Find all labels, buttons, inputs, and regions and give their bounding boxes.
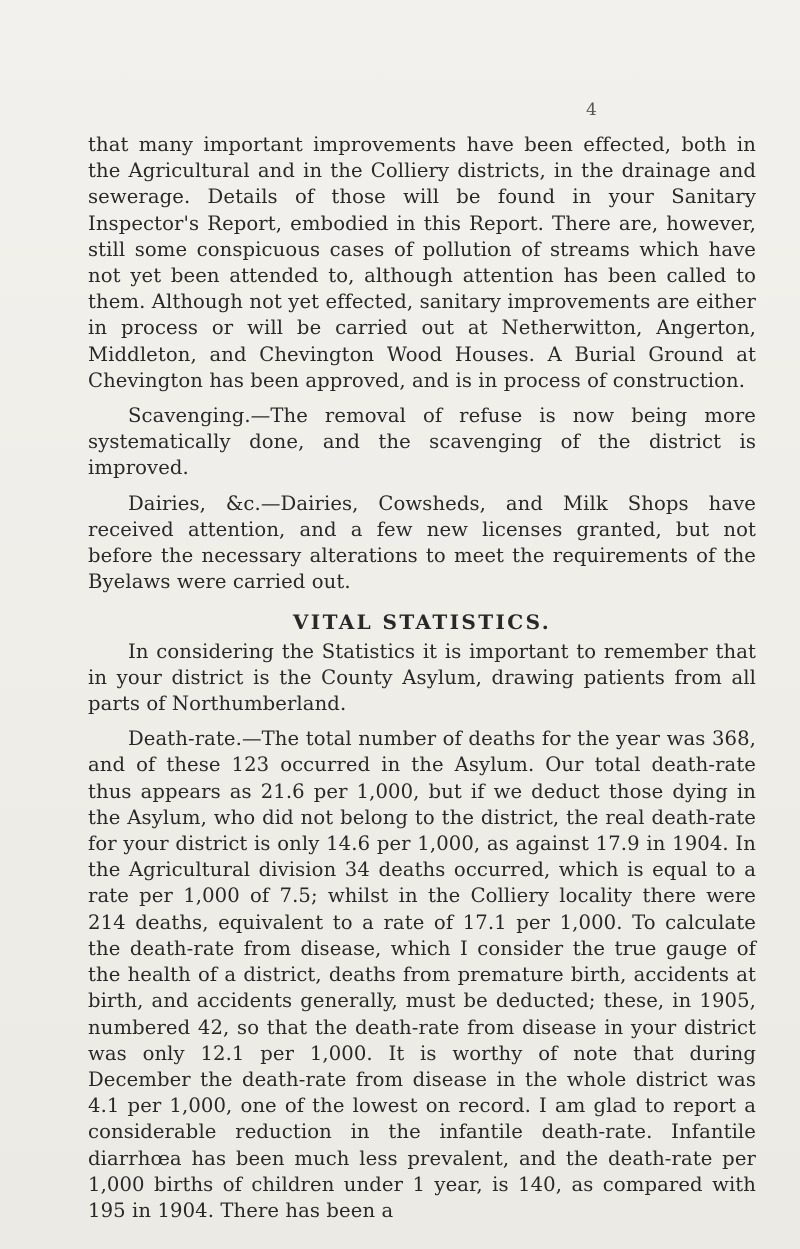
section-heading-vital-statistics: VITAL STATISTICS. [292, 610, 552, 635]
paragraph-vital-intro: In considering the Statistics it is important to remember that in your district is the County Asylum, drawing patients from all parts of Northumberland. [88, 639, 756, 716]
page-number: 4 [586, 100, 597, 120]
body-text [88, 132, 756, 1224]
paragraph-scavenging: Scavenging.—The removal of refuse is now being more systematically done, and the scavenging of the district is improved. [88, 404, 756, 480]
paragraph-intro: that many important improvements have been effected, both in the Agricultural and in the Colliery districts, in the drainage and sewerage. Details of those will be found in your Sanitary Inspector's Report, embodied in this Report. There are, however, still some conspicuous cases of pollution of streams which have not yet been attended to, although attention has been called to them. Although not yet effected, sanitary improvements are either in process or will be carried out at Netherwitton, Angerton, Middleton, and Chevington Wood Houses. A Burial Ground at Chevington has been approved, and is in process of construction. [88, 133, 756, 392]
paragraph-death-rate: Death-rate.—The total number of deaths for the year was 368, and of these 123 occurred in the Asylum. Our total death-rate thus appears as 21.6 per 1,000, but if we deduct those dying in the Asylum, who did not belong to the district, the real death-rate for your district is only 14.6 per 1,000, as against 17.9 in 1904. In the Agricultural division 34 deaths occurred, which is equal to a rate per 1,000 of 7.5; whilst in the Colliery locality there were 214 deaths, equivalent to a rate of 17.1 per 1,000. To calculate the death-rate from disease, which I consider the true gauge of the health of a district, deaths from premature birth, accidents at birth, and accidents generally, must be deducted; these, in 1905, numbered 42, so that the death-rate from disease in your district was only 12.1 per 1,000. It is worthy of note that during December the death-rate from disease in the whole district was 4.1 per 1,000, one of the lowest on record. I am glad to report a considerable reduction in the infantile death-rate. Infantile diarrhœa has been much less prevalent, and the death-rate per 1,000 births of children under 1 year, is 140, as compared with 195 in 1904. There has been a [88, 727, 756, 1222]
paragraph-dairies: Dairies, &c.—Dairies, Cowsheds, and Milk Shops have received attention, and a few new licenses granted, but not before the necessary alterations to meet the requirements of the Byelaws were carried out. [88, 491, 756, 594]
